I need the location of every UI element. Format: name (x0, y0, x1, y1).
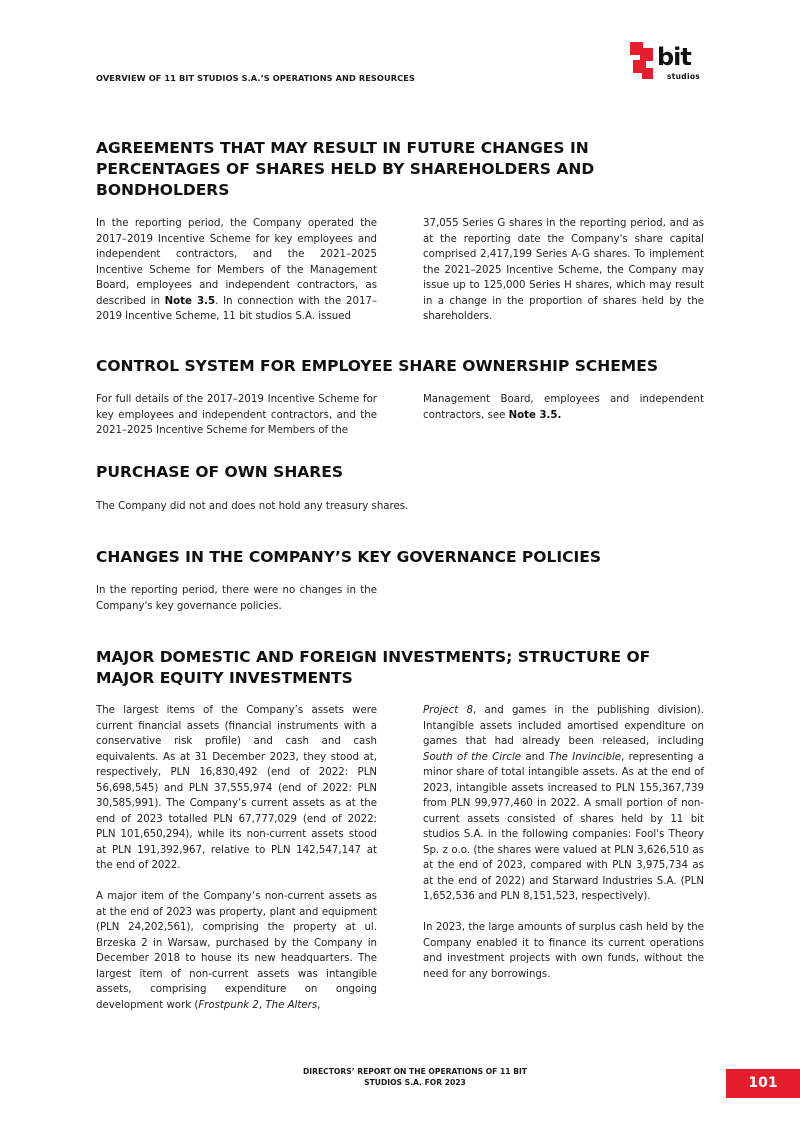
game-title: Project 8 (423, 705, 474, 716)
heading-governance: CHANGES IN THE COMPANY’S KEY GOVERNANCE POLICIES (96, 548, 601, 566)
investments-left-column (96, 703, 377, 1013)
game-title: The Invincible (548, 751, 622, 763)
text-run: . In connection with the 2017–2019 Incentive Scheme, 11 bit studios S.A. issued (96, 295, 378, 322)
game-title: The Alters (265, 999, 318, 1011)
logo-text-bit: bit (657, 43, 691, 71)
purchase-paragraph: The Company did not and does not hold any treasury shares. (96, 501, 409, 512)
agreements-left-column (96, 216, 377, 325)
control-right-column (423, 392, 704, 423)
logo-text-studios: studios (667, 72, 701, 81)
note-reference: Note 3.5. (508, 409, 562, 421)
text-run: Management Board, employees and independent contractors, see (423, 394, 704, 421)
governance-paragraph: In the reporting period, there were no changes in the Company's key governance policies. (96, 585, 377, 612)
investments-right-paragraph-1 (423, 703, 704, 905)
footer-report-title: DIRECTORS’ REPORT ON THE OPERATIONS OF 11 BIT STUDIOS S.A. FOR 2023 (303, 1067, 527, 1087)
game-title: Frostpunk 2 (198, 999, 259, 1011)
investments-right-column (423, 703, 704, 982)
game-title: South of the Circle (423, 751, 522, 763)
text-run: , and games in the publishing division). Intangible assets included amortised expenditure on games that had already been released, including (423, 705, 704, 747)
investments-left-paragraph-2 (96, 889, 377, 1013)
control-right-paragraph (423, 392, 704, 423)
text-run: and (521, 751, 549, 763)
control-left-column (96, 392, 377, 439)
text-run: , (317, 999, 321, 1011)
page-number: 101 (726, 1069, 800, 1098)
agreements-right-column (423, 216, 704, 325)
text-run: In the reporting period, the Company operated the 2017–2019 Incentive Scheme for key employees and independent contractors, and the 2021–2025 Incentive Scheme for Members of the Management Board, employees and independent contractors, as described in (96, 218, 377, 307)
investments-left-paragraph-1: The largest items of the Company’s assets were current financial assets (financial instruments with a conservative risk profile) and cash and cash equivalents. As at 31 December 2023, they stood at, respectively, PLN 16,830,492 (end of 2022: PLN 56,698,545) and PLN 37,555,974 (end of 2022: PLN 30,585,991). The Company’s current assets as at the end of 2023 totalled PLN 67,777,029 (end of 2022: PLN 101,650,294), while its non-current assets stood at PLN 191,392,967, relative to PLN 142,547,147 at the end of 2022. (96, 705, 377, 871)
text-run: , (258, 999, 266, 1011)
agreements-right-paragraph: 37,055 Series G shares in the reporting period, and as at the reporting date the Company's share capital comprised 2,417,199 Series A-G shares. To implement the 2021–2025 Incentive Scheme, the Company may issue up to 125,000 Series H shares, which may result in a change in the proportion of shares held by the shareholders. (423, 218, 704, 322)
text-run: , representing a minor share of total intangible assets. As at the end of 2023, intangible assets increased to PLN 155,367,739 from PLN 99,977,460 in 2022. A small portion of non-current assets consisted of shares held by 11 bit studios S.A. in the following companies: Fool's Theory Sp. z o.o. (the shares were valued at PLN 3,626,510 as at the end of 2023, compared with PLN 3,975,734 as at the end of 2022) and Starward Industries S.A. (PLN 1,652,536 and PLN 8,151,523, respectively). (423, 751, 704, 902)
company-logo (630, 41, 704, 89)
running-header: OVERVIEW OF 11 BIT STUDIOS S.A.’S OPERATIONS AND RESOURCES (96, 73, 415, 83)
control-left-paragraph: For full details of the 2017–2019 Incentive Scheme for key employees and independent contractors, and the 2021–2025 Incentive Scheme for Members of the (96, 394, 377, 436)
text-run: A major item of the Company’s non-current assets as at the end of 2023 was property, plant and equipment (PLN 24,202,561), comprising the property at ul. Brzeska 2 in Warsaw, purchased by the Company in December 2018 to house its new headquarters. The largest item of non-current assets was intangible assets, comprising expenditure on ongoing development work ( (96, 891, 377, 1011)
heading-agreements: AGREEMENTS THAT MAY RESULT IN FUTURE CHANGES IN PERCENTAGES OF SHARES HELD BY SHAREHOLDERS AND BONDHOLDERS (96, 139, 595, 199)
investments-right-paragraph-2: In 2023, the large amounts of surplus cash held by the Company enabled it to finance its current operations and investment projects with own funds, without the need for any borrowings. (423, 922, 704, 980)
heading-purchase: PURCHASE OF OWN SHARES (96, 463, 343, 481)
note-reference: Note 3.5 (164, 295, 216, 307)
heading-control-system: CONTROL SYSTEM FOR EMPLOYEE SHARE OWNERSHIP SCHEMES (96, 357, 658, 375)
governance-left-column (96, 583, 377, 614)
agreements-left-paragraph (96, 216, 377, 325)
heading-investments: MAJOR DOMESTIC AND FOREIGN INVESTMENTS; STRUCTURE OF MAJOR EQUITY INVESTMENTS (96, 648, 651, 687)
